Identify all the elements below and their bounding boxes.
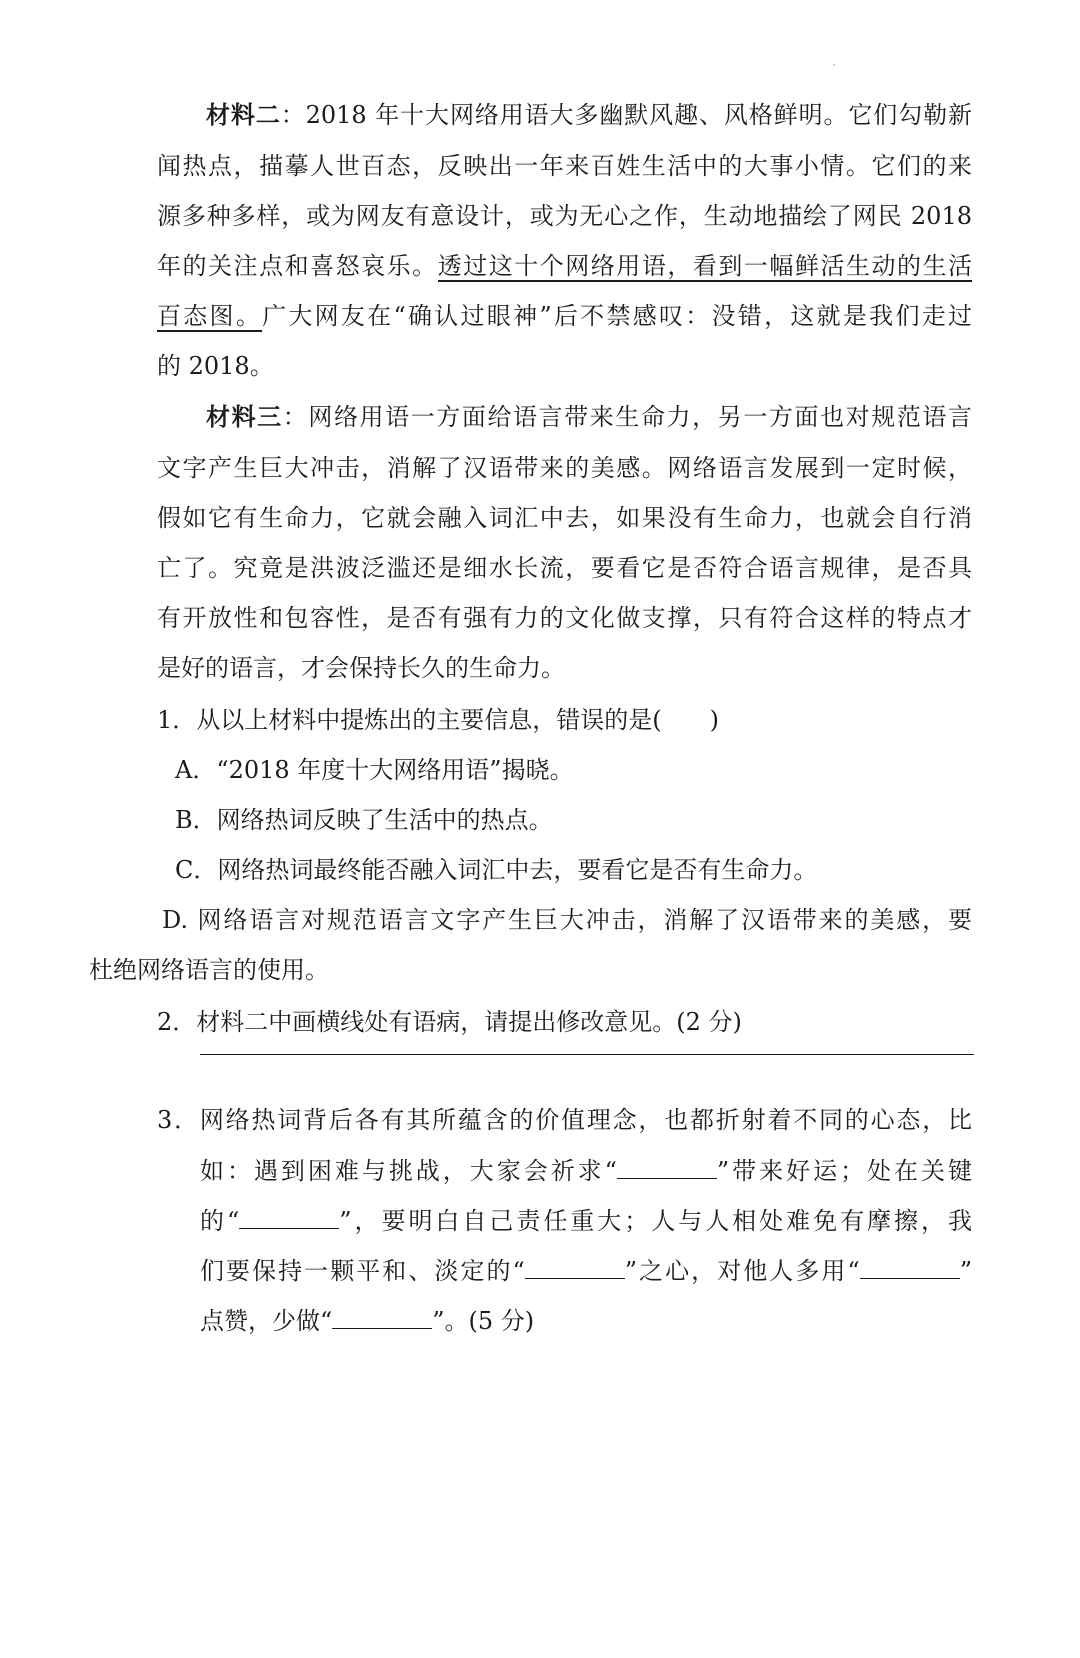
material-two-line-6: 的 2018。 xyxy=(157,352,274,380)
material-three-line-1: 材料三：网络用语一方面给语言带来生命力，另一方面也对规范语言 xyxy=(206,402,973,431)
material-two-line-3: 源多种多样，或为网友有意设计，或为无心之作，生动地描绘了网民 2018 xyxy=(157,202,972,230)
material-three-line-4: 亡了。究竟是洪波泛滥还是细水长流，要看它是否符合语言规律，是否具 xyxy=(157,554,972,582)
material-two-line-4: 年的关注点和喜怒哀乐。透过这十个网络用语，看到一幅鲜活生动的生活 xyxy=(157,252,973,280)
material-two-line-2: 闻热点，描摹人世百态，反映出一年来百姓生活中的大事小情。它们的来 xyxy=(157,152,972,180)
option-b: B．网络热词反映了生活中的热点。 xyxy=(175,806,553,834)
material-three-line-2: 文字产生巨大冲击，消解了汉语带来的美感。网络语言发展到一定时候， xyxy=(157,454,972,482)
question-3-line-2: 如：遇到困难与挑战，大家会祈求“ ”带来好运；处在关键 xyxy=(200,1157,972,1185)
option-d-line-2: 杜绝网络语言的使用。 xyxy=(89,956,329,984)
answer-line[interactable] xyxy=(200,1054,974,1055)
fill-blank-5[interactable] xyxy=(332,1306,432,1329)
material-three-line-5: 有开放性和包容性，是否有强有力的文化做支撑，只有符合这样的特点才 xyxy=(157,604,972,632)
question-1-stem: 1．从以上材料中提炼出的主要信息，错误的是( ) xyxy=(157,706,719,734)
fill-blank-4[interactable] xyxy=(860,1256,960,1279)
option-d-line-1: D. 网络语言对规范语言文字产生巨大冲击，消解了汉语带来的美感，要 xyxy=(162,906,972,934)
option-c: C．网络热词最终能否融入词汇中去，要看它是否有生命力。 xyxy=(175,856,818,884)
fill-blank-3[interactable] xyxy=(525,1256,625,1279)
question-3-line-1: 3．网络热词背后各有其所蕴含的价值理念，也都折射着不同的心态，比 xyxy=(157,1106,972,1134)
option-a: A．“2018 年度十大网络用语”揭晓。 xyxy=(175,756,574,784)
material-two-line-5: 百态图。广大网友在“确认过眼神”后不禁感叹：没错，这就是我们走过 xyxy=(157,302,972,330)
material-three-line-3: 假如它有生命力，它就会融入词汇中去，如果没有生命力，也就会自行消 xyxy=(157,504,972,532)
material-three-line-6: 是好的语言，才会保持长久的生命力。 xyxy=(157,654,565,682)
question-3-line-3: 的“ ”，要明白自己责任重大；人与人相处难免有摩擦，我 xyxy=(200,1207,972,1235)
underlined-sentence-part-1: 透过这十个网络用语，看到一幅鲜活生动的生活 xyxy=(437,252,973,280)
fill-blank-2[interactable] xyxy=(239,1206,339,1229)
question-3-line-5: 点赞，少做“ ”。(5 分) xyxy=(200,1307,535,1335)
material-two-label: 材料二 xyxy=(206,100,281,129)
question-2-stem: 2．材料二中画横线处有语病，请提出修改意见。(2 分) xyxy=(157,1008,742,1036)
fill-blank-1[interactable] xyxy=(617,1156,717,1179)
underlined-sentence-part-2: 百态图。 xyxy=(157,302,263,330)
scan-speck xyxy=(833,64,835,66)
material-three-label: 材料三 xyxy=(206,402,283,431)
question-3-line-4: 们要保持一颗平和、淡定的“ ”之心，对他人多用“ ” xyxy=(200,1257,972,1285)
material-two-line-1: 材料二：2018 年十大网络用语大多幽默风趣、风格鲜明。它们勾勒新 xyxy=(206,100,972,129)
